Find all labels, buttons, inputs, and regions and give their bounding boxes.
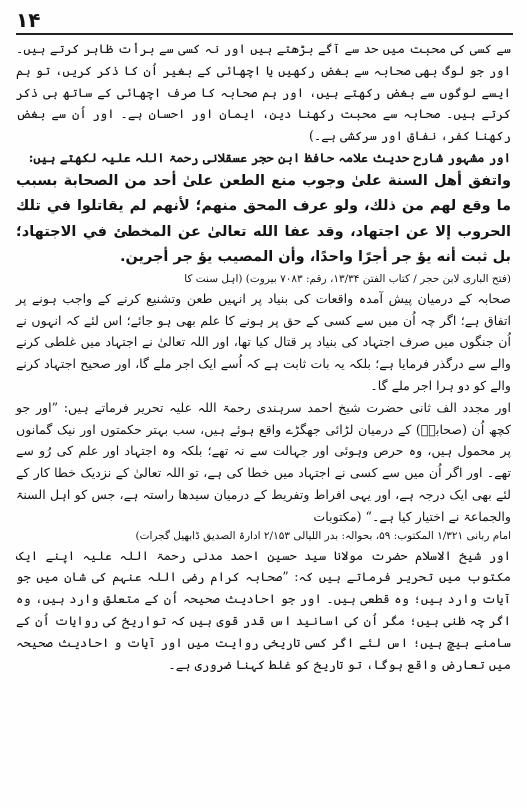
- header-rule: [16, 33, 513, 35]
- reference-maktubat: امام ربانی ۱/۳۲۱ المکتوب: ۵۹، بحوالہ: بدر اللیالی ۲/۱۵۳ ادارۃ الصدیق ڈابھیل گجرات): [135, 529, 511, 542]
- paragraph-mujaddid-alf-thani: اور مجدد الف ثانی حضرت شیخ احمد سرہندی رحمۃ اللہ علیہ تحریر فرماتے ہیں: ”اور جو کچھ اُن (صحابہؓ) کے درمیان لڑائی جھگڑے واقع ہوئے ہیں، سب بہتر حکمتوں اور نیک گمانوں پر محمول ہیں، وہ حرص وہوئی اور جہالت سے نہ تھے؛ بلکہ وہ اجتہاد اور علم کی رُو سے تھے۔ اور اگر اُن میں سے کسی نے اجتہاد میں خطا کی ہے، تو اللہ تعالیٰ کے نزدیک خطا کار کے لئے بھی ایک درجہ ہے، اور یہی افراط وتفریط کے درمیان سیدھا راستہ ہے، جس کو اہل السنۃ والجماعۃ نے اختیار کیا ہے۔“ (مکتوبات: [16, 399, 511, 524]
- paragraph-ibn-hajar-intro: اور مشہور شارح حدیث علامہ حافظ ابن حجر عسقلانی رحمۃ اللہ علیہ لکھتے ہیں:: [28, 149, 511, 165]
- paragraph-urdu-translation: صحابہ کے درمیان پیش آمدہ واقعات کی بنیاد پر انہیں طعن وتشنیع کرنے کے واجب ہونے پر اتفاق ہے؛ اگر چہ اُن میں سے کسی کے حق پر ہونے کا علم بھی ہو جائے؛ اس لئے کہ انہوں نے اُن جنگوں میں صرف اجتہاد کی بنیاد پر قتال کیا تھا، اور اللہ تعالیٰ نے اجتہاد میں غلطی کرنے والے سے درگذر فرمایا ہے؛ بلکہ یہ بات ثابت ہے کہ اُسے ایک اجر ملے گا، اور صحیح اجتہاد کرنے والے کو دو ہرا اجر ملے گا۔: [16, 290, 511, 393]
- page-number: ۱۴: [16, 8, 41, 32]
- paragraph-husain-ahmad-madani: اور شیخ الاسلام حضرت مولانا سید حسین احمد مدنی رحمۃ اللہ علیہ اپنے ایک مکتوب میں تحریر فرماتے ہیں کہ: ”صحابہ کرام رضی اللہ عنہم کی شان میں جو آیات وارد ہیں؛ وہ قطعی ہیں۔ اور جو احادیث صحیحہ اُن کے متعلق وارد ہیں، وہ اگر چہ ظنی ہیں؛ مگر اُن کی اسانید اس قدر قوی ہیں کہ تواریخ کی روایات اُن کے سامنے ہیچ ہیں؛ اس لئے اگر کسی تاریخی روایت میں اور آیات و احادیث صحیحہ میں تعارض واقع ہوگا، تو تاریخ کو غلط کہنا ضروری ہے۔: [16, 547, 511, 672]
- reference-fath-al-bari: (فتح الباری لابن حجر / کتاب الفتن ۱۳/۳۴، رقم: ۷۰۸۳ بیروت) (اہل سنت کا: [184, 272, 511, 285]
- page-body: [16, 38, 511, 802]
- arabic-quote-fath-al-bari: واتفق أهل السنة علىٰ وجوب منع الطعن علىٰ أحد من الصحابة بسبب ما وقع لهم من ذلك، ولو عرف المحق منهم؛ لأنهم لم يقاتلوا في تلك الحروب إلا عن اجتهاد، وقد عفا الله تعالىٰ عن المخطئ في الاجتهاد؛ بل ثبت أنه يؤ جر أجرًا واحدًا، وأن المصيب يؤ جر أجرين.: [16, 172, 511, 266]
- paragraph-companions-love: سے کسی کی محبت میں حد سے آگے بڑھتے ہیں اور نہ کسی سے برأت ظاہر کرتے ہیں۔ اور جو لوگ بھی صحابہ سے بغض رکھیں یا اچھائی کے بغیر اُن کا ذکر کریں، تو ہم ایسے لوگوں سے بغض رکھتے ہیں، اور ہم صحابہ کا صرف اچھائی کے ساتھ ہی ذکر کرتے ہیں۔ صحابہ سے محبت رکھنا دین، ایمان اور احسان ہے۔ اور اُن سے بغض رکھنا کفر، نفاق اور سرکشی ہے۔): [16, 41, 511, 144]
